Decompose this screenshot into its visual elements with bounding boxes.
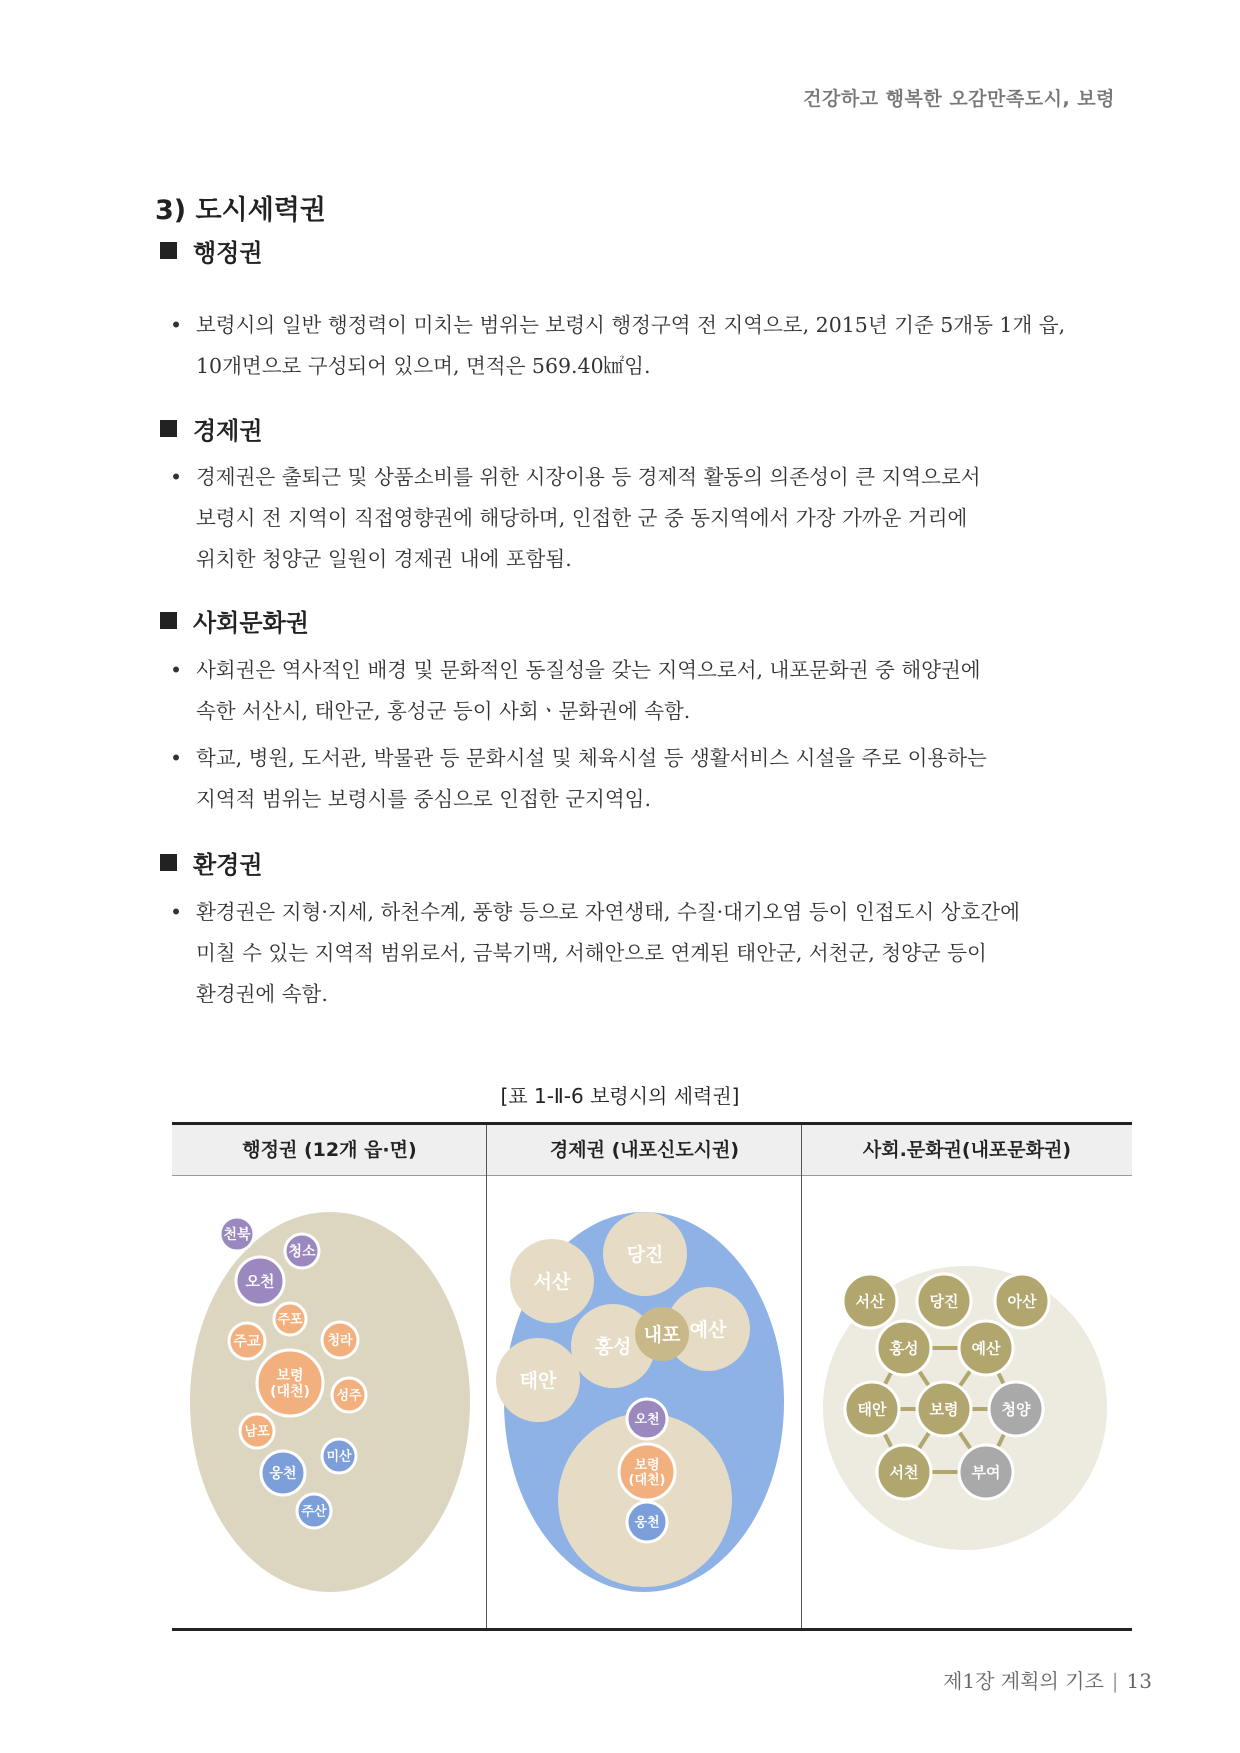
social-node-1-label: 서산 xyxy=(855,1292,885,1311)
header-economic: 경제권 (내포신도시권) xyxy=(549,1139,740,1161)
social-node-9 xyxy=(877,1445,931,1499)
social-node-4 xyxy=(877,1321,931,1375)
social-node-3-label: 아산 xyxy=(1007,1292,1037,1311)
economic-node-ungcheon-label: 웅천 xyxy=(634,1515,660,1531)
social-node-2 xyxy=(917,1274,971,1328)
social-node-6-label: 태안 xyxy=(857,1400,887,1419)
admin-node-5-label: 주교 xyxy=(233,1334,261,1351)
bullet-text xyxy=(196,650,1120,732)
admin-node-9-label: 남포 xyxy=(244,1424,270,1440)
header-social: 사회.문화권(내포문화권) xyxy=(862,1139,1072,1161)
economic-node-boryeong-label: 보령 (대천) xyxy=(628,1458,666,1489)
social-node-4-label: 홍성 xyxy=(889,1339,919,1358)
admin-node-2 xyxy=(285,1234,319,1268)
economic-region-1 xyxy=(603,1212,687,1296)
social-node-3 xyxy=(995,1274,1049,1328)
bullet-social-2 xyxy=(170,738,1120,820)
square-bullet-icon xyxy=(160,420,177,437)
bullet-text xyxy=(196,457,1120,580)
admin-zone-diagram xyxy=(172,1176,486,1626)
footer-separator: | xyxy=(1111,1669,1119,1693)
admin-node-7 xyxy=(257,1350,323,1416)
chapter-title: 제1장 계획의 기조 xyxy=(943,1669,1104,1693)
economic-region-label: 홍성 xyxy=(594,1335,632,1358)
economic-region-naepo-label: 내포 xyxy=(643,1323,681,1346)
heading-text: 환경권 xyxy=(193,851,263,879)
admin-node-1-label: 천북 xyxy=(223,1227,251,1244)
bullet-text xyxy=(196,738,1120,820)
text-line: 환경권은 지형·지세, 하천수계, 풍향 등으로 자연생태, 수질·대기오염 등이 인접도시 상호간에 xyxy=(196,900,1020,924)
admin-node-12 xyxy=(297,1494,331,1528)
text-line: 미칠 수 있는 지역적 범위로서, 금북기맥, 서해안으로 연계된 태안군, 서천군, 청양군 등이 xyxy=(196,941,987,965)
admin-node-7-label: 보령 (대천) xyxy=(270,1367,310,1401)
admin-node-6-label: 청라 xyxy=(327,1333,353,1349)
heading-economic xyxy=(160,411,263,446)
admin-node-6 xyxy=(322,1322,358,1358)
admin-node-11 xyxy=(261,1451,305,1495)
admin-zone-ellipse xyxy=(190,1212,470,1592)
bullet-dot-icon: • xyxy=(170,465,183,489)
bullet-text xyxy=(196,892,1120,1015)
admin-node-5 xyxy=(229,1323,265,1359)
economic-region-label: 태안 xyxy=(519,1369,557,1392)
admin-node-9 xyxy=(240,1414,274,1448)
admin-node-4 xyxy=(274,1303,306,1335)
social-node-1 xyxy=(843,1274,897,1328)
heading-text: 행정권 xyxy=(193,239,263,267)
text-line: 보령시의 일반 행정력이 미치는 범위는 보령시 행정구역 전 지역으로, 2015년 기준 5개동 1개 읍, xyxy=(196,313,1066,337)
economic-node-ungcheon xyxy=(627,1502,667,1542)
economic-node-boryeong xyxy=(619,1444,675,1500)
text-line: 속한 서산시, 태안군, 홍성군 등이 사회ㆍ문화권에 속함. xyxy=(196,699,691,723)
social-node-7-label: 보령 xyxy=(929,1400,959,1419)
text-line: 지역적 범위는 보령시를 중심으로 인접한 군지역임. xyxy=(196,787,651,811)
social-node-8 xyxy=(989,1382,1043,1436)
bullet-dot-icon: • xyxy=(170,900,183,924)
economic-region-naepo xyxy=(635,1307,689,1361)
square-bullet-icon xyxy=(160,242,177,259)
social-node-5-label: 예산 xyxy=(971,1339,1001,1358)
economic-node-ocheon-label: 오천 xyxy=(634,1412,660,1428)
economic-region-label: 예산 xyxy=(689,1318,727,1341)
economic-region-6 xyxy=(496,1338,580,1422)
heading-admin xyxy=(160,233,263,268)
bullet-economic xyxy=(170,457,1120,580)
social-zone-diagram xyxy=(802,1176,1132,1626)
section-title: 3) 도시세력권 xyxy=(155,195,326,226)
admin-node-8-label: 성주 xyxy=(336,1388,362,1404)
text-line: 환경권에 속함. xyxy=(196,982,328,1006)
economic-region-2 xyxy=(510,1239,594,1323)
admin-node-1 xyxy=(220,1217,254,1251)
admin-node-3-label: 오천 xyxy=(245,1272,275,1291)
text-line: 보령시 전 지역이 직접영향권에 해당하며, 인접한 군 중 동지역에서 가장 가까운 거리에 xyxy=(196,506,968,530)
table-header-row xyxy=(172,1125,1132,1176)
admin-node-4-label: 주포 xyxy=(277,1312,303,1328)
heading-environment xyxy=(160,845,263,880)
influence-zone-table xyxy=(172,1122,1132,1632)
social-node-8-label: 청양 xyxy=(1001,1400,1031,1419)
page-footer xyxy=(943,1665,1152,1694)
running-header: 건강하고 행복한 오감만족도시, 보령 xyxy=(803,88,1115,110)
heading-text: 사회문화권 xyxy=(193,609,309,637)
admin-node-2-label: 청소 xyxy=(288,1244,316,1261)
economic-region-label: 당진 xyxy=(626,1243,664,1266)
page-number: 13 xyxy=(1126,1669,1152,1693)
text-line: 위치한 청양군 일원이 경제권 내에 포함됨. xyxy=(196,547,572,571)
social-node-2-label: 당진 xyxy=(929,1292,959,1311)
text-line: 사회권은 역사적인 배경 및 문화적인 동질성을 갖는 지역으로서, 내포문화권 중 해양권에 xyxy=(196,658,981,682)
social-node-5 xyxy=(959,1321,1013,1375)
social-node-9-label: 서천 xyxy=(889,1463,919,1482)
text-line: 경제권은 출퇴근 및 상품소비를 위한 시장이용 등 경제적 활동의 의존성이 큰 지역으로서 xyxy=(196,465,981,489)
economic-node-ocheon xyxy=(627,1399,667,1439)
table-bottom-rule xyxy=(172,1628,1132,1631)
social-node-10-label: 부여 xyxy=(971,1463,1001,1482)
square-bullet-icon xyxy=(160,612,177,629)
social-node-10 xyxy=(959,1445,1013,1499)
bullet-environment xyxy=(170,892,1120,1015)
admin-node-10-label: 미산 xyxy=(326,1449,352,1465)
admin-node-8 xyxy=(332,1378,366,1412)
square-bullet-icon xyxy=(160,854,177,871)
bullet-text xyxy=(196,305,1120,387)
admin-node-10 xyxy=(322,1439,356,1473)
table-caption: [표 1-Ⅱ-6 보령시의 세력권] xyxy=(500,1084,740,1108)
header-admin: 행정권 (12개 읍·면) xyxy=(242,1139,417,1161)
bullet-social-1 xyxy=(170,650,1120,732)
bullet-dot-icon: • xyxy=(170,658,183,682)
economic-region-label: 서산 xyxy=(533,1270,571,1293)
social-node-7 xyxy=(917,1382,971,1436)
admin-node-3 xyxy=(236,1257,284,1305)
text-line: 학교, 병원, 도서관, 박물관 등 문화시설 및 체육시설 등 생활서비스 시설을 주로 이용하는 xyxy=(196,746,987,770)
text-line: 10개면으로 구성되어 있으며, 면적은 569.40㎢임. xyxy=(196,354,651,378)
bullet-dot-icon: • xyxy=(170,313,183,337)
heading-text: 경제권 xyxy=(193,417,263,445)
social-node-6 xyxy=(845,1382,899,1436)
economic-zone-diagram xyxy=(487,1176,801,1626)
bullet-dot-icon: • xyxy=(170,746,183,770)
heading-social xyxy=(160,603,309,638)
admin-node-11-label: 웅천 xyxy=(269,1466,297,1483)
bullet-admin xyxy=(170,305,1120,387)
admin-node-12-label: 주산 xyxy=(301,1504,327,1520)
